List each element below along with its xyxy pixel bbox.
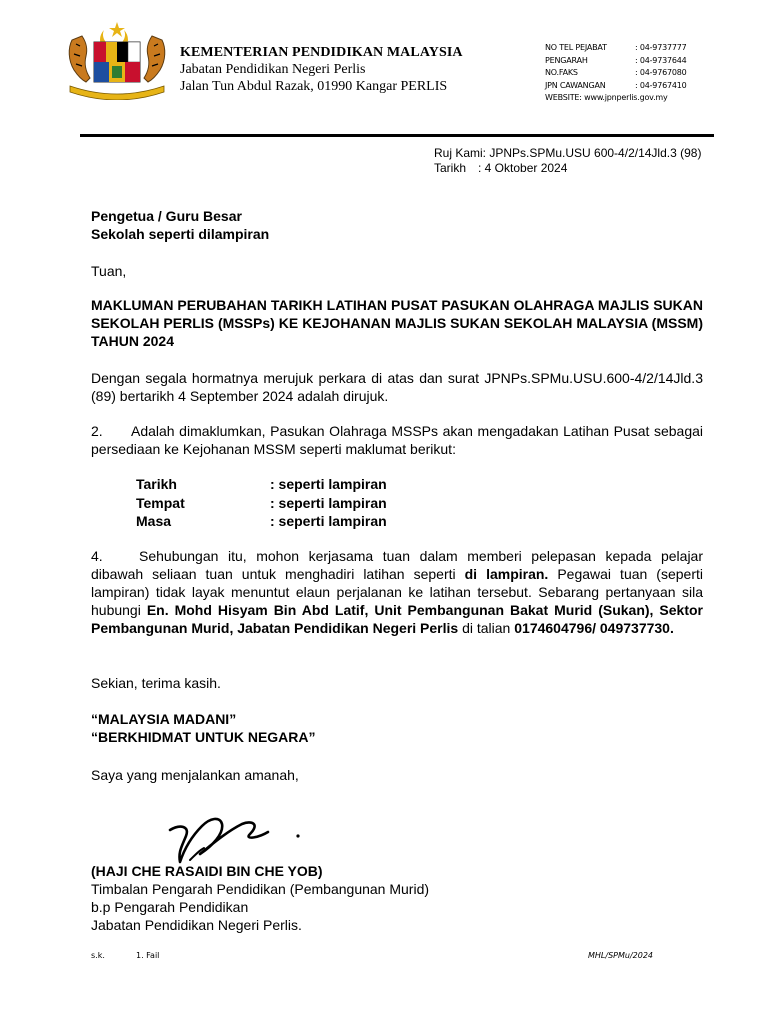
detail-row: Tempat : seperti lampiran xyxy=(136,494,387,511)
paragraph-4: 4. Sehubungan itu, mohon kerjasama tuan dalam memberi pelepasan kepada pelajar dibawah seliaan tuan untuk menghadiri latihan seperti di lampiran. Pegawai tuan (seperti lampiran) tidak layak menuntut elaun perjalanan ke latihan tersebut. Sebarang pertanyaan sila hubungi En. Mohd Hisyam Bin Abd Latif, Unit Pembangunan Bakat Murid (Sukan), Sektor Pembangunan Murid, Jabatan Pendidikan Negeri Perlis di talian 0174604796/ 049737730. xyxy=(91,548,703,636)
footer-sk-item: 1. Fail xyxy=(136,951,160,960)
reference-block xyxy=(434,146,701,176)
coat-of-arms-icon xyxy=(64,20,170,100)
reference-number: Ruj Kami: JPNPs.SPMu.USU 600-4/2/14Jld.3 (98) xyxy=(434,146,702,160)
paragraph-2: 2. Adalah dimaklumkan, Pasukan Olahraga MSSPs akan mengadakan Latihan Pusat sebagai persediaan ke Kejohanan MSSM seperti maklumat berikut: xyxy=(91,423,703,457)
department-name: Jabatan Pendidikan Negeri Perlis xyxy=(180,62,366,77)
details-table xyxy=(136,475,387,531)
detail-row: Masa : seperti lampiran xyxy=(136,513,387,529)
recipient-line: Pengetua / Guru Besar xyxy=(91,208,242,224)
recipient-block xyxy=(91,207,703,243)
signatory-title: b.p Pengarah Pendidikan xyxy=(91,899,249,915)
signatory-name: (HAJI CHE RASAIDI BIN CHE YOB) xyxy=(91,863,323,879)
slogan-line: “BERKHIDMAT UNTUK NEGARA” xyxy=(91,729,316,745)
contact-row: NO.FAKS : 04-9767080 xyxy=(545,68,687,77)
header-divider xyxy=(80,134,714,137)
ministry-header xyxy=(180,44,463,95)
footer-code: MHL/SPMu/2024 xyxy=(588,951,653,960)
contact-row: NO TEL PEJABAT : 04-9737777 xyxy=(545,43,687,52)
subject: MAKLUMAN PERUBAHAN TARIKH LATIHAN PUSAT PASUKAN OLAHRAGA MAJLIS SUKAN SEKOLAH PERLIS (MSSPs) KE KEJOHANAN MAJLIS SUKAN SEKOLAH MALAYSIA (MSSM) TAHUN 2024 xyxy=(91,297,703,349)
signatory-title: Timbalan Pengarah Pendidikan (Pembangunan Murid) xyxy=(91,881,430,897)
paragraph-1: Dengan segala hormatnya merujuk perkara di atas dan surat JPNPs.SPMu.USU.600-4/2/14Jld.3 (89) bertarikh 4 September 2024 adalah dirujuk. xyxy=(91,370,703,404)
department-address: Jalan Tun Abdul Razak, 01990 Kangar PERLIS xyxy=(180,79,448,94)
contact-row: PENGARAH : 04-9737644 xyxy=(545,55,687,65)
sign-intro: Saya yang menjalankan amanah, xyxy=(91,767,299,783)
signatory-block xyxy=(91,862,703,934)
footer-sk-label: s.k. xyxy=(91,951,105,960)
contact-block xyxy=(545,42,687,105)
recipient-line: Sekolah seperti dilampiran xyxy=(91,226,270,242)
contact-row: WEBSITE: www.jpnperlis.gov.my xyxy=(545,93,668,102)
contact-row: JPN CAWANGAN : 04-9767410 xyxy=(545,80,687,90)
slogan-line: “MALAYSIA MADANI” xyxy=(91,711,237,727)
signatory-title: Jabatan Pendidikan Negeri Perlis. xyxy=(91,917,302,933)
closing: Sekian, terima kasih. xyxy=(91,675,221,691)
slogan-block xyxy=(91,710,703,746)
reference-date: Tarikh : 4 Oktober 2024 xyxy=(434,161,568,175)
salutation: Tuan, xyxy=(91,263,127,279)
detail-row: Tarikh : seperti lampiran xyxy=(136,476,387,492)
ministry-name: KEMENTERIAN PENDIDIKAN MALAYSIA xyxy=(180,45,463,60)
